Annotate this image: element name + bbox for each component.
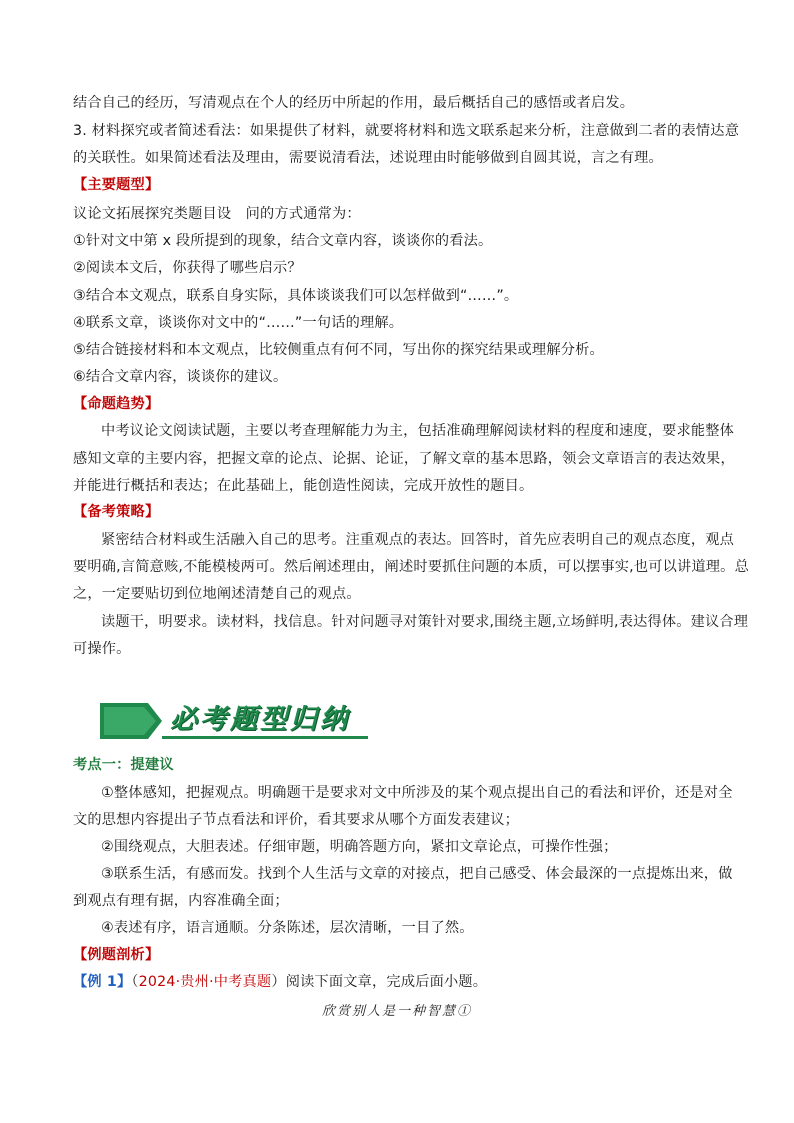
paragraph-line: 的关联性。如果简述看法及理由，需要说清看法，述说理由时能够做到自圆其说，言之有理。 xyxy=(73,150,663,166)
paragraph-line: 要明确,言简意赅,不能模棱两可。然后阐述理由，阐述时要抓住问题的本质，可以摆事实,也可以讲道理。总 xyxy=(73,559,749,575)
paragraph-line: ④表述有序，语言通顺。分条陈述，层次清晰，一目了然。 xyxy=(101,920,474,936)
paragraph-line: 感知文章的主要内容，把握文章的论点、论据、论证，了解文章的基本思路，领会文章语言的表达效果， xyxy=(73,451,735,467)
exam-point-heading: 考点一：提建议 xyxy=(73,757,174,773)
paragraph-line: ②围绕观点，大胆表述。仔细审题，明确答题方向，紧扣文章论点，可操作性强； xyxy=(101,839,618,855)
paragraph-line: 中考议论文阅读试题，主要以考查理解能力为主，包括准确理解阅读材料的程度和速度，要求能整体 xyxy=(101,423,735,439)
paragraph-line: 并能进行概括和表达；在此基础上，能创造性阅读，完成开放性的题目。 xyxy=(73,478,534,494)
example-source: 2024·贵州·中考真题 xyxy=(138,974,272,990)
example-line xyxy=(73,972,723,992)
paragraph-line: 可操作。 xyxy=(73,641,131,657)
question-type-item: ①针对文中第 x 段所提到的现象，结合文章内容，谈谈你的看法。 xyxy=(73,233,493,249)
question-type-item: ⑤结合链接材料和本文观点，比较侧重点有何不同，写出你的探究结果或理解分析。 xyxy=(73,342,604,358)
question-type-item: ⑥结合文章内容，谈谈你的建议。 xyxy=(73,369,288,385)
section-heading-main-types: 【主要题型】 xyxy=(73,177,160,193)
paragraph-line: ③联系生活，有感而发。找到个人生活与文章的对接点，把自己感受、体会最深的一点提炼出来，做 xyxy=(101,866,733,882)
question-type-item: ④联系文章，谈谈你对文中的“……”一句话的理解。 xyxy=(73,315,404,331)
section-banner-title: 必考题型归纳 xyxy=(170,704,350,735)
paragraph-line: ①整体感知，把握观点。明确题干是要求对文中所涉及的某个观点提出自己的看法和评价，还是对全 xyxy=(101,785,733,801)
paragraph-line: 3. 材料探究或者简述看法：如果提供了材料，就要将材料和选文联系起来分析，注意做到二者的表情达意 xyxy=(73,123,740,139)
paragraph-line: 之，一定要贴切到位地阐述清楚自己的观点。 xyxy=(73,586,361,602)
example-label: 【例 1】 xyxy=(73,974,132,990)
article-title: 欣赏别人是一种智慧① xyxy=(321,1004,472,1019)
question-type-item: ②阅读本文后，你获得了哪些启示？ xyxy=(73,260,302,276)
paragraph-line: 议论文拓展探究类题目设 问的方式通常为： xyxy=(73,206,361,222)
section-heading-trend: 【命题趋势】 xyxy=(73,396,160,412)
paragraph-line: 到观点有理有据，内容准确全面； xyxy=(73,893,289,909)
paragraph-line: 结合自己的经历，写清观点在个人的经历中所起的作用，最后概括自己的感悟或者启发。 xyxy=(73,95,635,111)
section-heading-strategy: 【备考策略】 xyxy=(73,504,160,520)
paragraph-line: 紧密结合材料或生活融入自己的思考。注重观点的表达。回答时，首先应表明自己的观点态度，观点 xyxy=(101,532,735,548)
example-source-open-paren: （ xyxy=(131,974,139,990)
example-source-close-paren: ） xyxy=(271,974,286,990)
question-type-item: ③结合本文观点，联系自身实际，具体谈谈我们可以怎样做到“……”。 xyxy=(73,288,519,304)
paragraph-line: 读题干，明要求。读材料，找信息。针对问题寻对策针对要求,围绕主题,立场鲜明,表达得体。建议合理 xyxy=(101,614,749,630)
section-heading-example-analysis: 【例题剖析】 xyxy=(73,947,160,963)
paragraph-line: 文的思想内容提出子节点看法和评价，看其要求从哪个方面发表建议； xyxy=(73,812,520,828)
example-instruction: 阅读下面文章，完成后面小题。 xyxy=(285,974,488,990)
